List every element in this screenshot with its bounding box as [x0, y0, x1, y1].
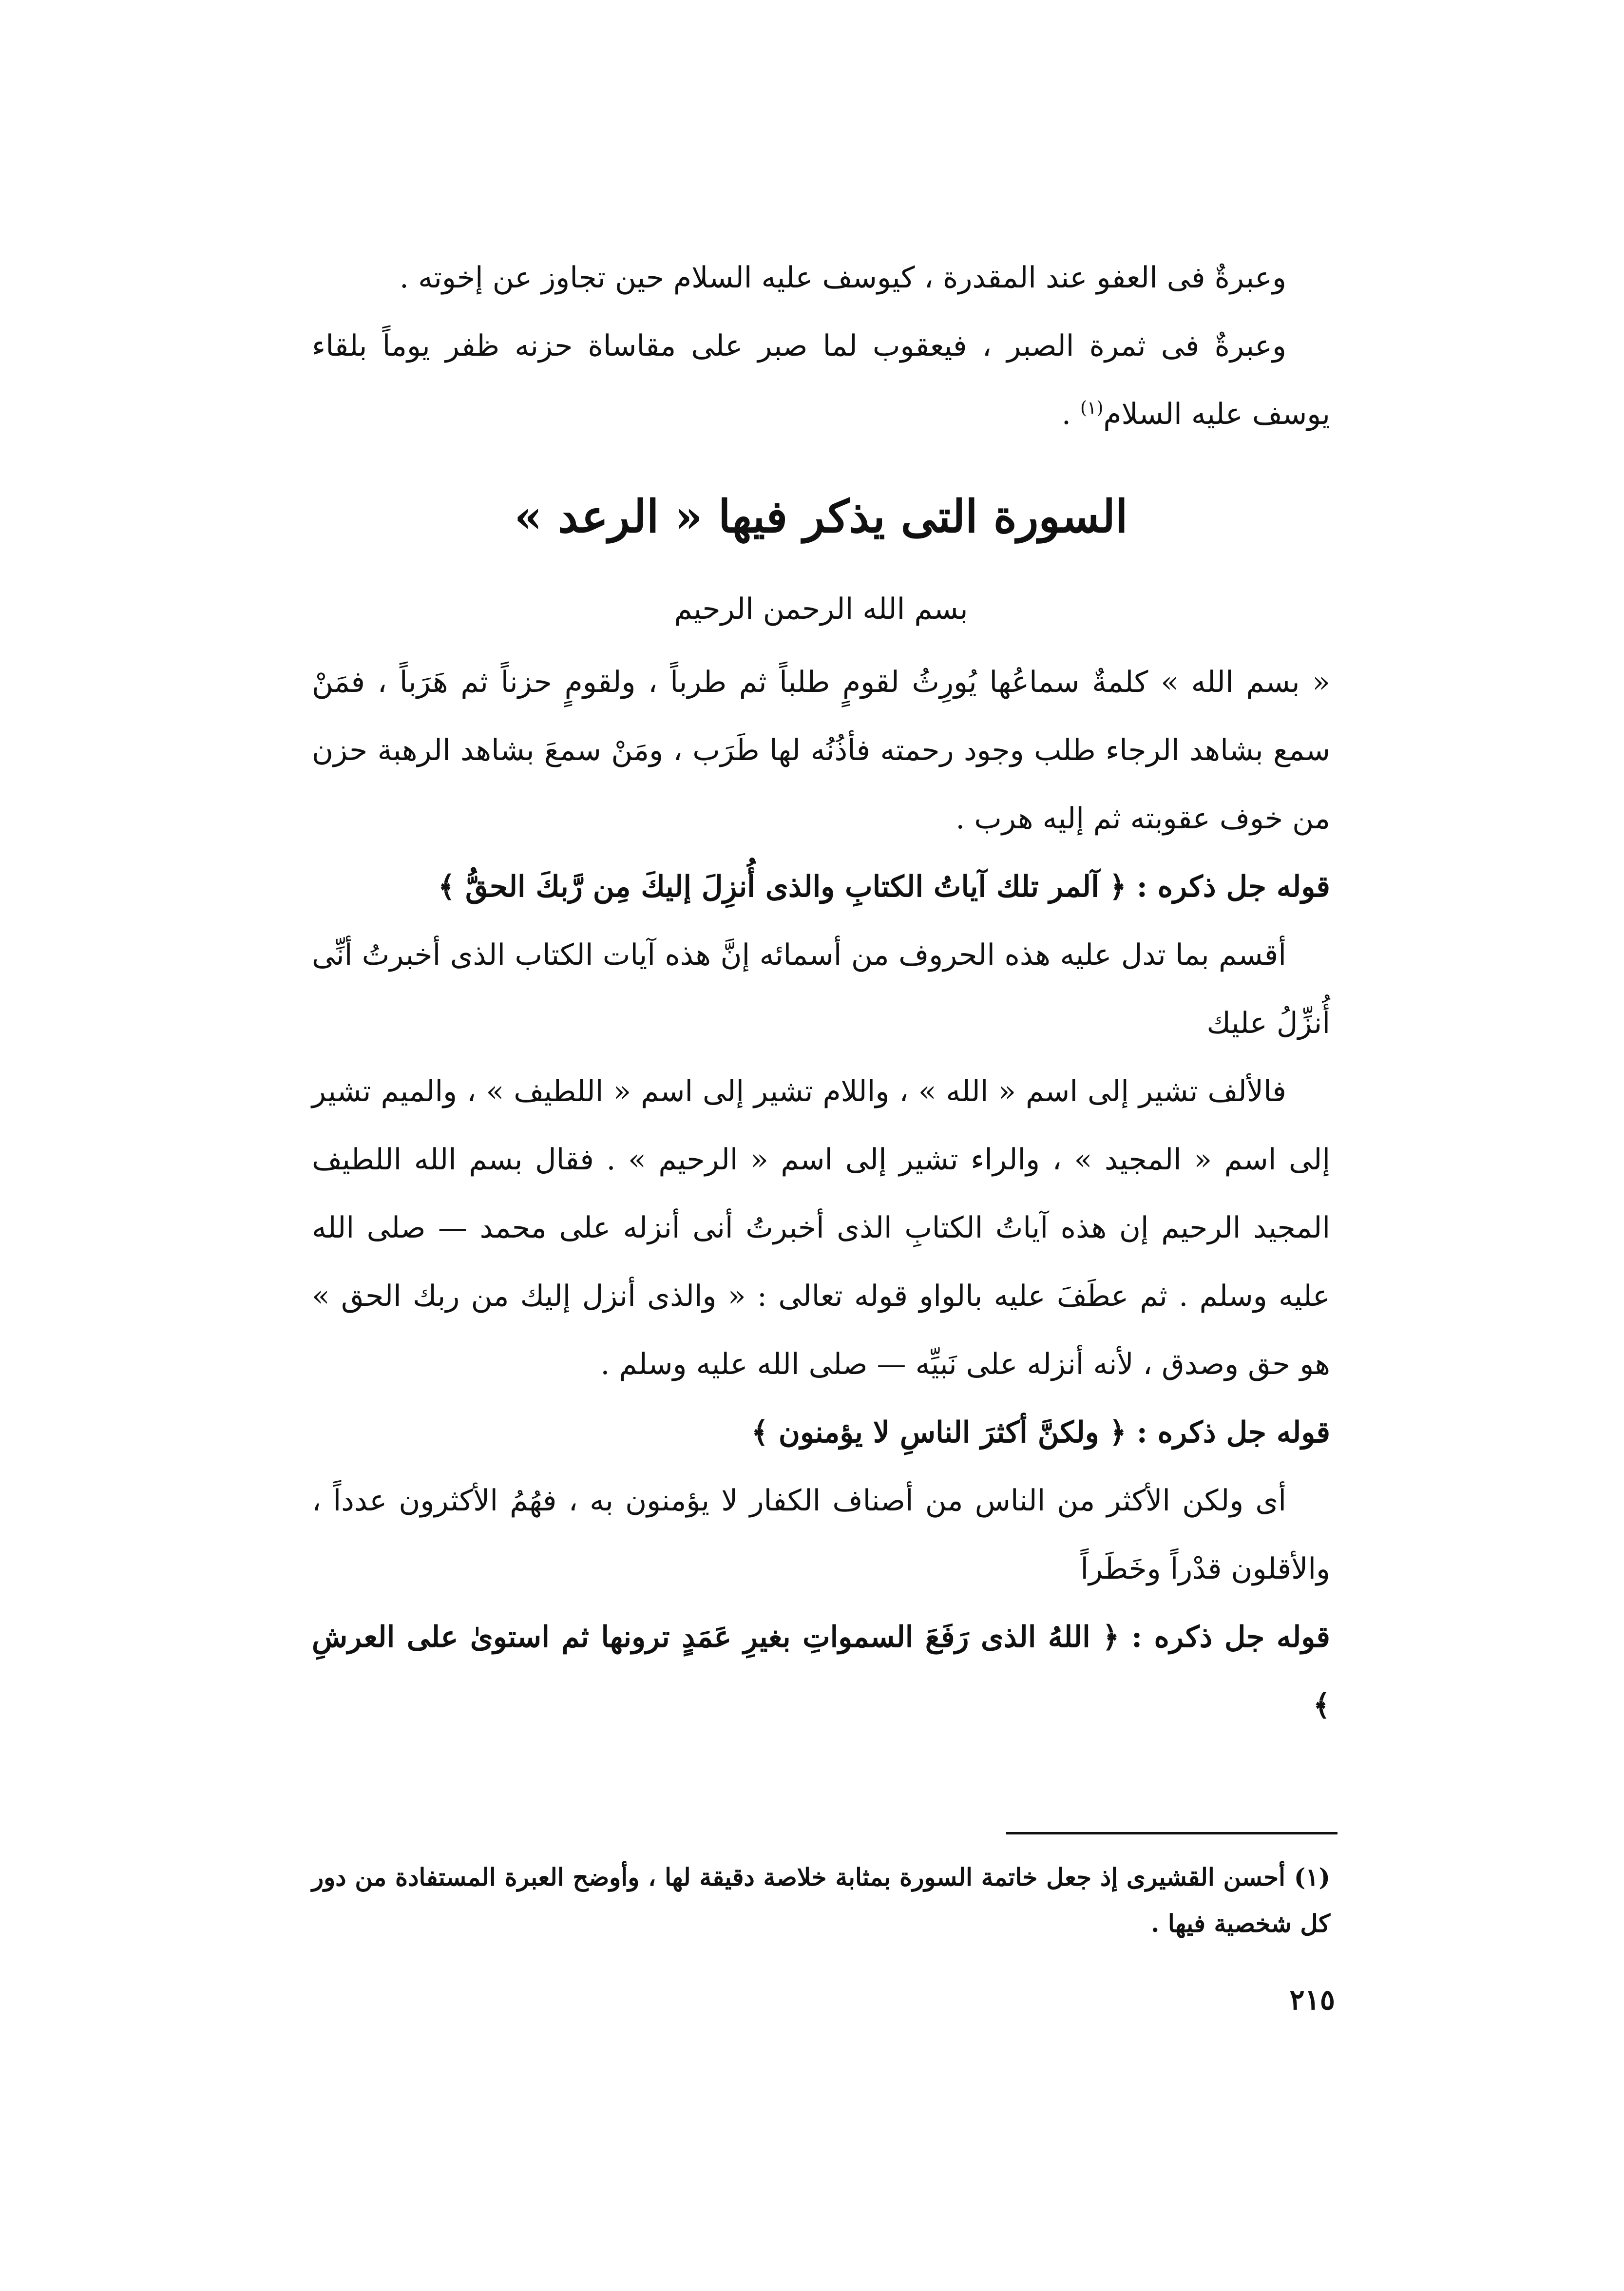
- footnote: (١) أحسن القشيرى إذ جعل خاتمة السورة بمثابة خلاصة دقيقة لها ، وأوضح العبرة المستفادة من دور كل شخصية فيها .: [312, 1863, 1330, 1938]
- main-section: [312, 648, 1330, 1739]
- top-paragraph-2-text: وعبرةٌ فى ثمرة الصبر ، فيعقوب لما صبر على مقاساة حزنه ظفر يوماً بلقاء يوسف عليه السلام: [312, 329, 1330, 431]
- footnote-divider: [1006, 1832, 1337, 1834]
- commentary-1b: فالألف تشير إلى اسم « الله » ، واللام تشير إلى اسم « اللطيف » ، والميم تشير إلى اسم « المجيد » ، والراء تشير إلى اسم « الرحيم » . فقال بسم الله اللطيف المجيد الرحيم إن هذه آياتُ الكتابِ الذى أخبرتُ أنى أنزله على محمد — صلى الله عليه وسلم . ثم عطَفَ عليه بالواو قوله تعالى : « والذى أنزل إليك من ربك الحق » هو حق وصدق ، لأنه أنزله على نَبيِّه — صلى الله عليه وسلم .: [312, 1074, 1330, 1381]
- paragraph-end-mark: .: [1061, 397, 1080, 431]
- commentary-1a: أقسم بما تدل عليه هذه الحروف من أسمائه إنَّ هذه آيات الكتاب الذى أخبرتُ أنِّى أُنزِّلُ عليك: [312, 938, 1330, 1040]
- verse-quote-1: قوله جل ذكره : ﴿ آلمر تلك آياتُ الكتابِ والذى أُنزِلَ إليكَ مِن رَّبكَ الحقُّ ﴾: [438, 870, 1330, 904]
- top-paragraph-2: [312, 312, 1330, 448]
- verse-quote-3: قوله جل ذكره : ﴿ اللهُ الذى رَفَعَ السمواتِ بغيرِ عَمَدٍ ترونها ثم استوىٰ على العرشِ ﴾: [312, 1620, 1330, 1722]
- footnote-reference: (١): [1080, 398, 1104, 418]
- top-section: [312, 244, 1330, 448]
- verse-quote-2: قوله جل ذكره : ﴿ ولكنَّ أكثرَ الناسِ لا يؤمنون ﴾: [751, 1415, 1330, 1450]
- surah-title: السورة التى يذكر فيها « الرعد »: [514, 490, 1128, 543]
- commentary-2a: أى ولكن الأكثر من الناس من أصناف الكفار لا يؤمنون به ، فهُمُ الأكثرون عدداً ، والأقلون قدْراً وخَطَراً: [312, 1484, 1330, 1586]
- page-number: ٢١٥: [1289, 1983, 1335, 2016]
- intro-paragraph: « بسم الله » كلمةٌ سماعُها يُورِثُ لقومٍ طلباً ثم طرباً ، ولقومٍ حزناً ثم هَرَباً ، فمَنْ سمع بشاهد الرجاء طلب وجود رحمته فأذُنُه لها طَرَب ، ومَنْ سمعَ بشاهد الرهبة حزن من خوف عقوبته ثم إليه هرب .: [312, 665, 1330, 836]
- top-paragraph-1: وعبرةٌ فى العفو عند المقدرة ، كيوسف عليه السلام حين تجاوز عن إخوته .: [399, 261, 1286, 295]
- basmala: بسم الله الرحمن الرحيم: [674, 592, 968, 626]
